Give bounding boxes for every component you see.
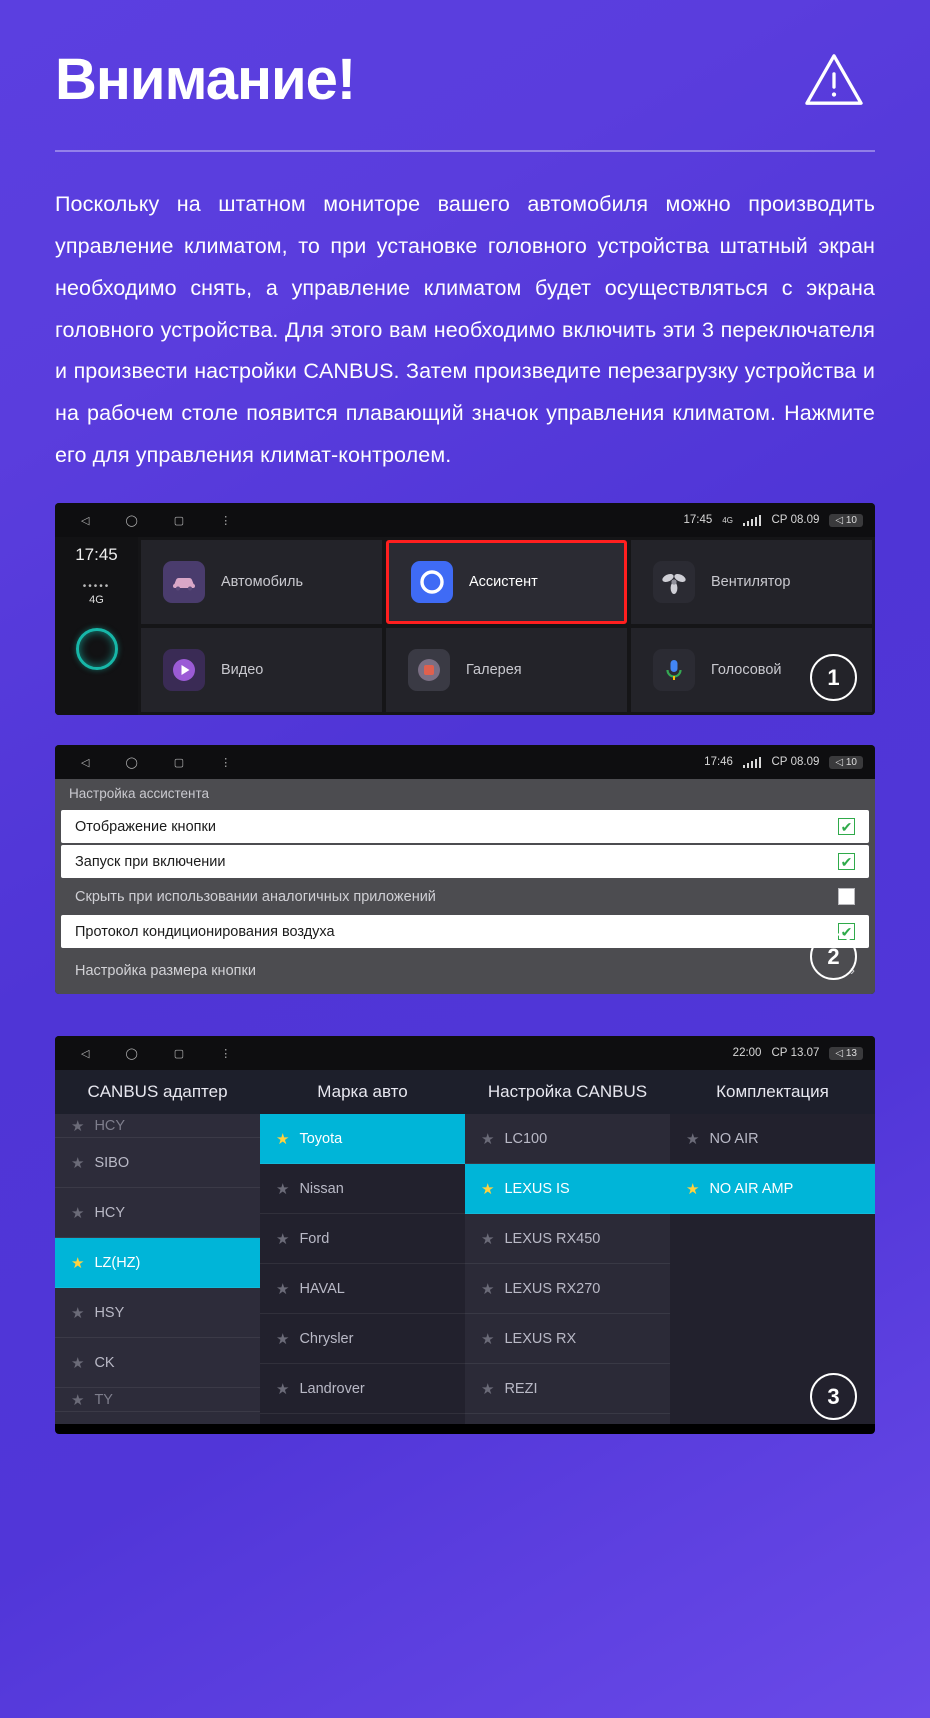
recents-icon[interactable]: ▢ (173, 756, 185, 769)
star-icon: ★ (481, 1380, 495, 1398)
screenshot-1 (55, 503, 875, 715)
microphone-icon (653, 649, 695, 691)
list-item-label: LEXUS IS (504, 1180, 570, 1197)
home-icon[interactable]: ◯ (125, 756, 138, 769)
list-item-label: LZ(HZ) (94, 1254, 141, 1271)
list-item[interactable] (260, 1164, 465, 1214)
more-icon[interactable]: ⋮ (220, 756, 232, 769)
home-icon[interactable]: ◯ (125, 514, 138, 527)
list-item-label: CK (94, 1354, 115, 1371)
list-item-label: Chrysler (299, 1330, 354, 1347)
list-item-label: Landrover (299, 1380, 365, 1397)
signal-icon (743, 757, 762, 768)
setting-label: Отображение кнопки (75, 818, 216, 835)
list-item[interactable] (465, 1264, 670, 1314)
setting-row-button-size[interactable] (61, 954, 869, 987)
column-header-brand: Марка авто (317, 1082, 408, 1102)
star-icon: ★ (71, 1254, 85, 1272)
list-item-selected[interactable] (260, 1114, 465, 1164)
star-icon: ★ (276, 1230, 290, 1248)
setting-label: Скрыть при использовании аналогичных приложений (75, 888, 436, 905)
list-item[interactable] (55, 1138, 260, 1188)
star-icon: ★ (481, 1130, 495, 1148)
warning-text: Поскольку на штатном мониторе вашего автомобиля можно производить управление климатом, то при установке головного устройства штатный экран необходимо снять, а управление климатом будет осуществляться с экрана головного устройства. Для этого вам необходимо включить эти 3 переключателя и произвести настройки CANBUS. Затем произведите перезагрузку устройства и на рабочем столе появится плавающий значок управления климатом. Нажмите его для управления климат-контролем. (55, 191, 875, 468)
assistant-settings (55, 779, 875, 994)
column-brand[interactable] (260, 1114, 465, 1424)
list-item[interactable] (465, 1314, 670, 1364)
list-item-label: REZI (504, 1380, 538, 1397)
column-header-canbus: Настройка CANBUS (487, 1082, 648, 1102)
header (55, 0, 875, 112)
statusbar-date-2: СР 08.09 (771, 756, 820, 769)
star-icon: ★ (276, 1130, 290, 1148)
star-icon: ★ (71, 1354, 85, 1372)
tile-gallery-label: Галерея (466, 662, 522, 679)
tile-assistant-label: Ассистент (469, 574, 538, 591)
statusbar-volume-1: 10 (845, 514, 857, 526)
setting-row-air-protocol[interactable] (61, 915, 869, 948)
statusbar-date-1: СР 08.09 (771, 514, 820, 527)
list-item-label: NO AIR (709, 1130, 759, 1147)
column-header-trim: Комплектация (716, 1082, 829, 1102)
list-item[interactable] (260, 1364, 465, 1414)
tile-gallery[interactable] (386, 628, 627, 712)
star-icon: ★ (71, 1391, 85, 1409)
star-icon: ★ (71, 1117, 85, 1135)
video-icon (163, 649, 205, 691)
star-icon: ★ (686, 1130, 700, 1148)
column-adapter[interactable] (55, 1114, 260, 1424)
tile-voice-label: Голосовой (711, 662, 782, 679)
column-canbus[interactable] (465, 1114, 670, 1424)
setting-label: Настройка размера кнопки (75, 962, 256, 979)
star-icon: ★ (481, 1230, 495, 1248)
setting-label: Протокол кондиционирования воздуха (75, 923, 335, 940)
chevron-right-icon: › (850, 962, 855, 980)
list-item[interactable] (55, 1188, 260, 1238)
checkbox-checked-icon[interactable]: ✔ (838, 853, 855, 870)
setting-label: Запуск при включении (75, 853, 226, 870)
star-icon: ★ (686, 1180, 700, 1198)
list-item-label: HSY (94, 1304, 125, 1321)
statusbar-volume-2: 10 (845, 756, 857, 768)
launcher (55, 537, 875, 715)
list-item-label: LEXUS RX (504, 1330, 577, 1347)
sidebar-time: 17:45 (75, 545, 118, 565)
back-icon[interactable]: ◁ (81, 514, 90, 527)
statusbar-2: ◁ ◯ ▢ ⋮ 17:46 СР 08.09 ◁ 10 (55, 745, 875, 779)
gallery-icon (408, 649, 450, 691)
column-header-adapter: CANBUS адаптер (87, 1082, 228, 1102)
screenshot-2 (55, 745, 875, 994)
list-item[interactable] (55, 1338, 260, 1388)
checkbox-checked-icon[interactable]: ✔ (838, 923, 855, 940)
statusbar-time-2: 17:46 (704, 756, 733, 769)
sidebar-dots: ••••• (82, 581, 111, 593)
star-icon: ★ (481, 1180, 495, 1198)
star-icon: ★ (481, 1280, 495, 1298)
statusbar-time-1: 17:45 (683, 514, 713, 527)
list-item-label: LEXUS RX270 (504, 1280, 601, 1297)
list-item-label: NO AIR AMP (709, 1180, 794, 1197)
signal-icon (743, 515, 762, 526)
star-icon: ★ (481, 1330, 495, 1348)
statusbar-volume-3: 13 (845, 1047, 857, 1059)
list-item[interactable] (260, 1214, 465, 1264)
setting-row-hide-similar-apps[interactable] (61, 880, 869, 913)
statusbar-1 (55, 503, 875, 537)
recents-icon[interactable]: ▢ (173, 1047, 185, 1060)
section-title: Настройка ассистента (55, 779, 875, 808)
list-item[interactable] (55, 1288, 260, 1338)
list-item-label: TY (94, 1391, 113, 1408)
tile-assistant[interactable] (386, 540, 627, 624)
step-badge-2: 2 (810, 933, 857, 980)
checkbox-unchecked-icon[interactable] (838, 888, 855, 905)
list-item-label: HCY (94, 1117, 126, 1134)
star-icon: ★ (71, 1304, 85, 1322)
screenshot-3 (55, 1036, 875, 1434)
canbus-columns (55, 1114, 875, 1424)
setting-row-start-on-boot[interactable] (61, 845, 869, 878)
star-icon: ★ (71, 1154, 85, 1172)
list-item[interactable] (55, 1388, 260, 1412)
list-item-label: Ford (299, 1230, 330, 1247)
tile-car-label: Автомобиль (221, 574, 304, 591)
back-icon[interactable]: ◁ (81, 756, 90, 769)
list-item-label: LEXUS RX450 (504, 1230, 601, 1247)
list-item-label: LC100 (504, 1130, 548, 1147)
list-item-selected[interactable] (670, 1164, 875, 1214)
warning-triangle-icon (803, 51, 865, 109)
tile-car[interactable] (141, 540, 382, 624)
step-badge-3: 3 (810, 1373, 857, 1420)
list-item[interactable] (465, 1214, 670, 1264)
list-item[interactable] (55, 1114, 260, 1138)
assistant-icon (411, 561, 453, 603)
tile-video[interactable] (141, 628, 382, 712)
star-icon: ★ (276, 1180, 290, 1198)
list-item-label: Nissan (299, 1180, 344, 1197)
recents-icon[interactable]: ▢ (173, 514, 185, 527)
statusbar-3: ◁ ◯ ▢ ⋮ 22:00 СР 13.07 ◁ 13 (55, 1036, 875, 1070)
list-item-label: Toyota (299, 1130, 343, 1147)
list-item[interactable] (465, 1364, 670, 1414)
star-icon: ★ (276, 1380, 290, 1398)
header-divider (55, 150, 875, 152)
volume-icon: ◁ (835, 514, 846, 526)
list-item-selected[interactable] (465, 1164, 670, 1214)
page-title: Внимание! (55, 47, 356, 112)
list-item[interactable] (260, 1314, 465, 1364)
more-icon[interactable]: ⋮ (220, 514, 232, 527)
step-badge-1: 1 (810, 654, 857, 701)
star-icon: ★ (71, 1204, 85, 1222)
checkbox-checked-icon[interactable]: ✔ (838, 818, 855, 835)
tile-fan-label: Вентилятор (711, 574, 791, 591)
launcher-sidebar (55, 537, 138, 715)
list-item-label: SIBO (94, 1154, 130, 1171)
sidebar-net: 4G (89, 594, 104, 607)
home-icon[interactable]: ◯ (125, 1047, 138, 1060)
statusbar-time-3: 22:00 (732, 1047, 762, 1060)
star-icon: ★ (276, 1330, 290, 1348)
list-item[interactable] (670, 1114, 875, 1164)
tile-fan[interactable] (631, 540, 872, 624)
list-item-label: HAVAL (299, 1280, 345, 1297)
car-icon (163, 561, 205, 603)
assistant-ring-icon[interactable] (76, 628, 118, 670)
list-item-label: HCY (94, 1204, 126, 1221)
list-item[interactable] (260, 1264, 465, 1314)
back-icon[interactable]: ◁ (81, 1047, 90, 1060)
list-item-selected[interactable] (55, 1238, 260, 1288)
fan-icon (653, 561, 695, 603)
statusbar-network-1: 4G (722, 515, 733, 525)
more-icon[interactable]: ⋮ (220, 1047, 232, 1060)
list-item[interactable] (465, 1114, 670, 1164)
statusbar-date-3: СР 13.07 (771, 1047, 820, 1060)
tile-video-label: Видео (221, 662, 264, 679)
canbus-headers (55, 1070, 875, 1114)
star-icon: ★ (276, 1280, 290, 1298)
setting-row-display-button[interactable] (61, 810, 869, 843)
launcher-grid (138, 537, 875, 715)
